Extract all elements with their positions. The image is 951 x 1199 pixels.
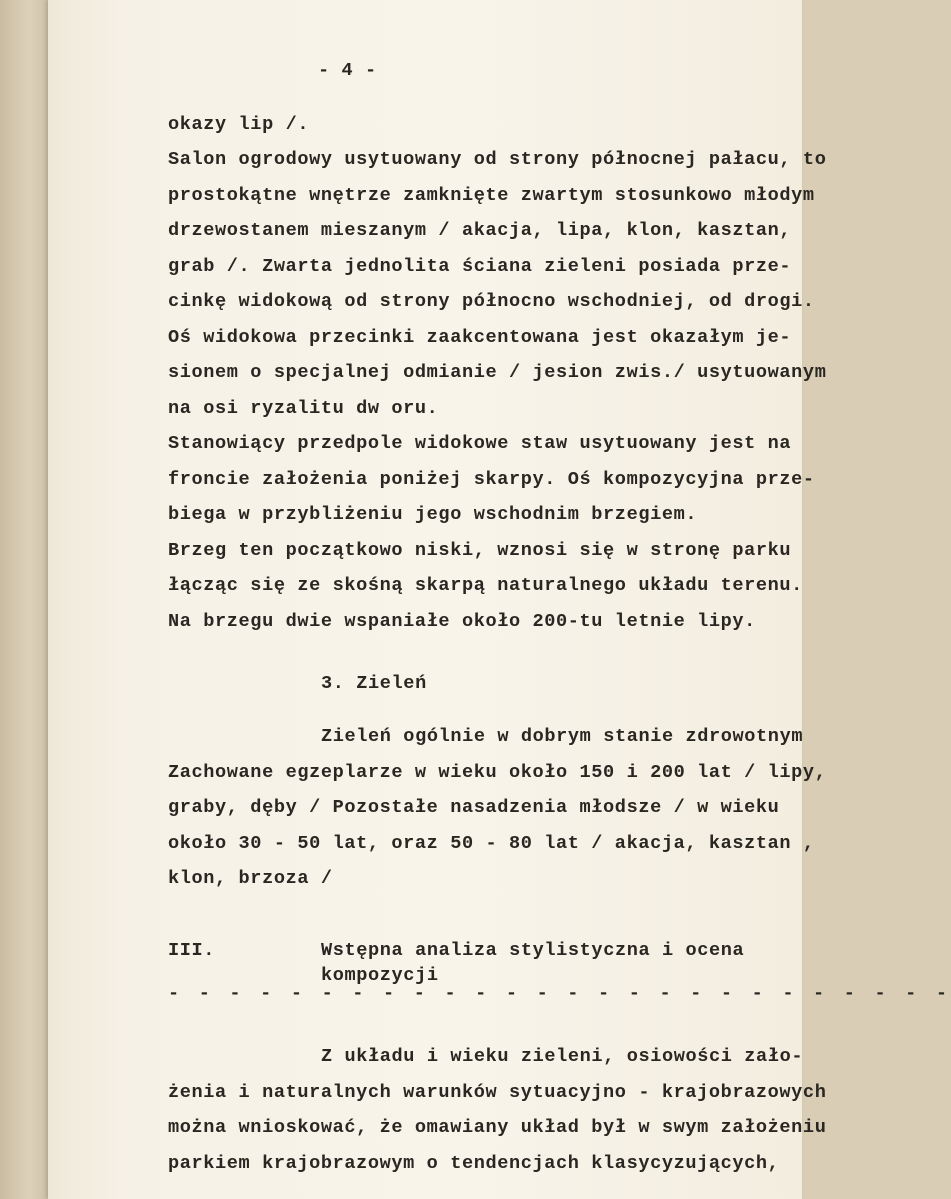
text-line: cinkę widokową od strony północno wschodniej, od drogi.	[168, 291, 815, 312]
text-line: parkiem krajobrazowym o tendencjach klasycyzujących,	[168, 1153, 780, 1174]
text-line: Salon ogrodowy usytuowany od strony północnej pałacu, to	[168, 149, 827, 170]
text-line: Stanowiący przedpole widokowe staw usytuowany jest na	[168, 433, 792, 454]
page-number: - 4 -	[318, 60, 377, 81]
text-line: można wnioskować, że omawiany układ był w swym założeniu	[168, 1117, 827, 1138]
text-line: drzewostanem mieszanym / akacja, lipa, klon, kasztan,	[168, 220, 792, 241]
chapter-title-line-2: kompozycji	[321, 965, 439, 986]
binding-edge	[0, 0, 48, 1199]
text-line: żenia i naturalnych warunków sytuacyjno - krajobrazowych	[168, 1082, 827, 1103]
text-line: Z układu i wieku zieleni, osiowości zało-	[321, 1046, 804, 1067]
chapter-underline: - - - - - - - - - - - - - - - - - - - - - - - - - -	[168, 983, 951, 1004]
text-line: sionem o specjalnej odmianie / jesion zwis./ usytuowanym	[168, 362, 827, 383]
text-line: grab /. Zwarta jednolita ściana zieleni posiada prze-	[168, 256, 792, 277]
text-line: Zachowane egzeplarze w wieku około 150 i 200 lat / lipy,	[168, 762, 827, 783]
text-line: froncie założenia poniżej skarpy. Oś kompozycyjna prze-	[168, 469, 815, 490]
text-line: Zieleń ogólnie w dobrym stanie zdrowotnym	[321, 726, 804, 747]
text-line: łącząc się ze skośną skarpą naturalnego układu terenu.	[168, 575, 803, 596]
section-heading: 3. Zieleń	[321, 673, 427, 694]
document-page	[48, 0, 802, 1199]
chapter-numeral: III.	[168, 940, 216, 961]
text-line: biega w przybliżeniu jego wschodnim brzegiem.	[168, 504, 698, 525]
text-line: prostokątne wnętrze zamknięte zwartym stosunkowo młodym	[168, 185, 815, 206]
text-line: okazy lip /.	[168, 114, 310, 135]
text-line: Na brzegu dwie wspaniałe około 200-tu letnie lipy.	[168, 611, 756, 632]
text-line: Brzeg ten początkowo niski, wznosi się w stronę parku	[168, 540, 792, 561]
chapter-title-line-1: Wstępna analiza stylistyczna i ocena	[321, 940, 745, 961]
text-line: Oś widokowa przecinki zaakcentowana jest okazałym je-	[168, 327, 792, 348]
text-line: na osi ryzalitu dw oru.	[168, 398, 439, 419]
text-line: graby, dęby / Pozostałe nasadzenia młodsze / w wieku	[168, 797, 780, 818]
text-line: około 30 - 50 lat, oraz 50 - 80 lat / akacja, kasztan ,	[168, 833, 815, 854]
text-line: klon, brzoza /	[168, 868, 333, 889]
